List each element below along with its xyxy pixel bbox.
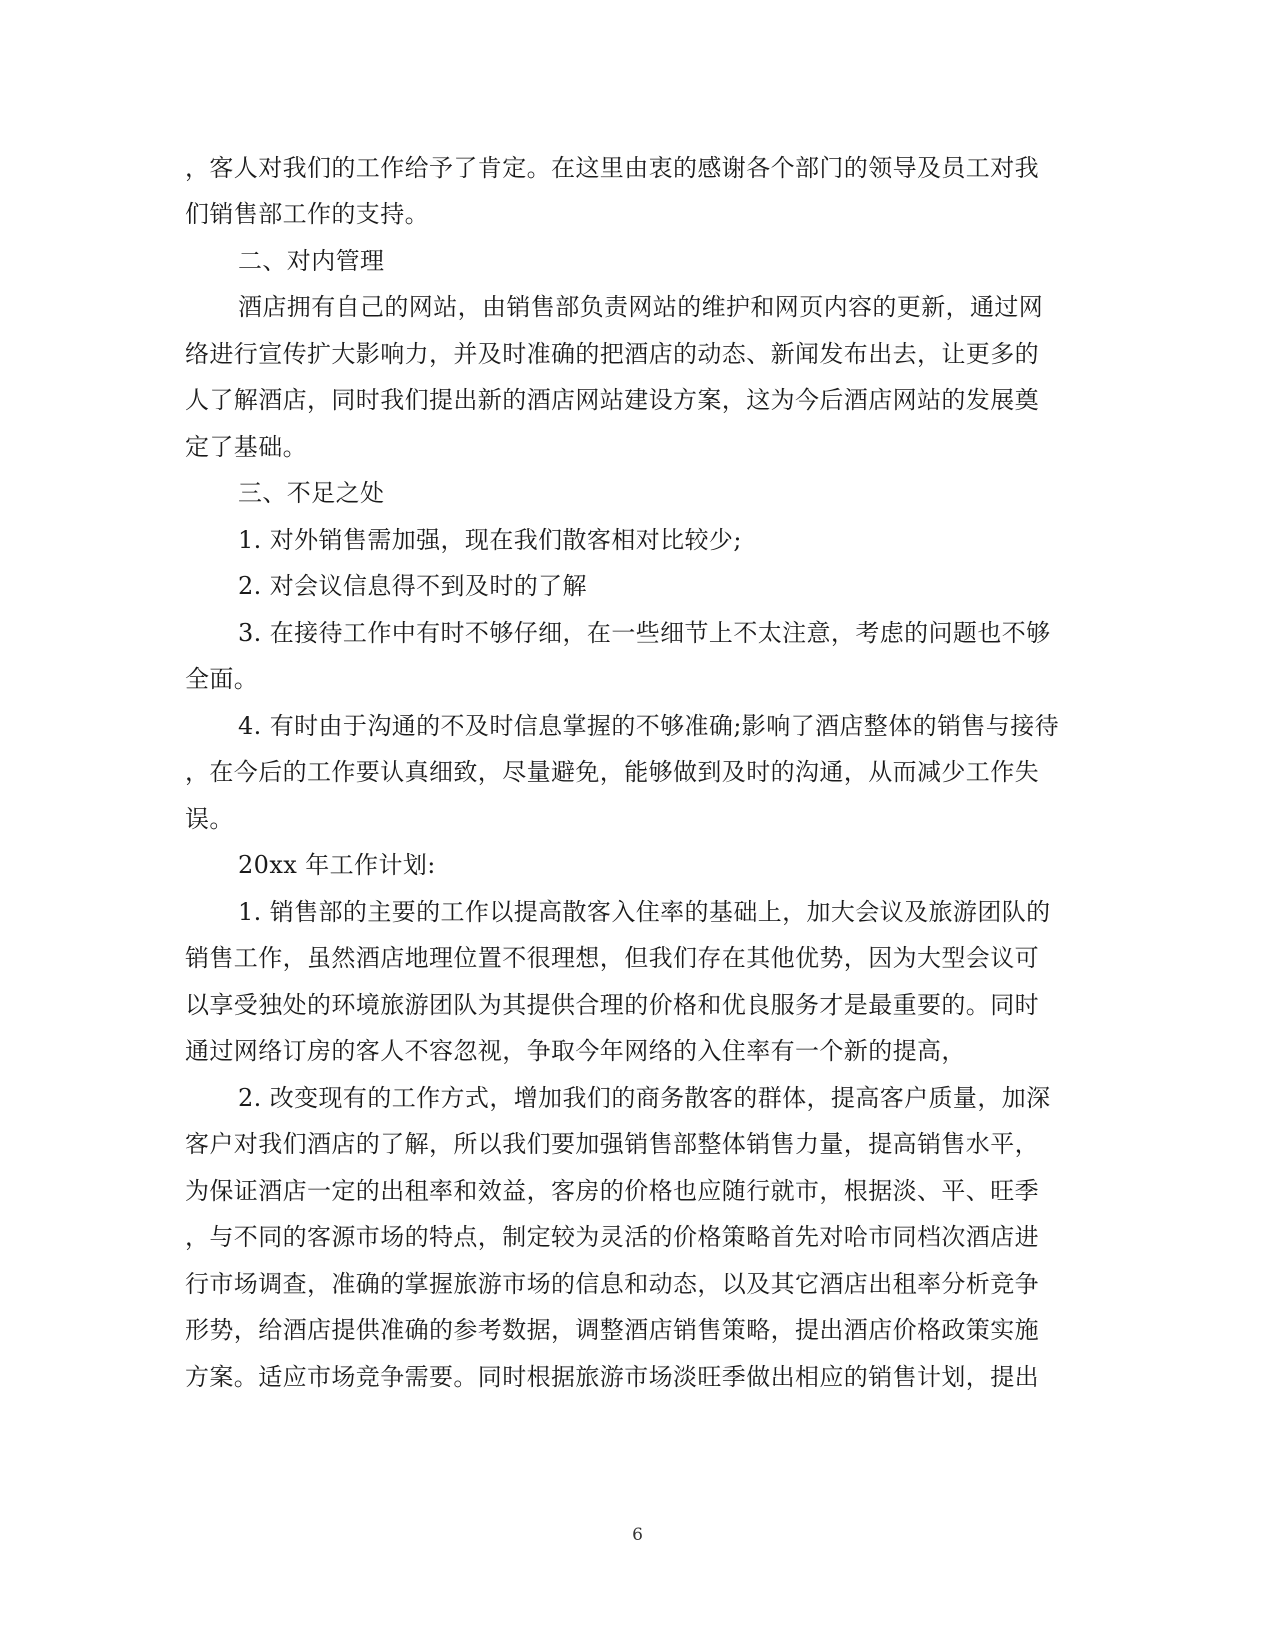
text-line: 为保证酒店一定的出租率和效益，客房的价格也应随行就市，根据淡、平、旺季 [185, 1177, 1039, 1205]
section-heading: 三、不足之处 [238, 479, 385, 507]
list-item: 4. 有时由于沟通的不及时信息掌握的不够准确;影响了酒店整体的销售与接待 [238, 712, 1060, 740]
list-item: 1. 对外销售需加强，现在我们散客相对比较少; [238, 526, 742, 554]
section-heading: 20xx 年工作计划: [238, 851, 436, 879]
text-line: 定了基础。 [185, 433, 307, 461]
text-line: 全面。 [185, 665, 259, 693]
list-item: 2. 改变现有的工作方式，增加我们的商务散客的群体，提高客户质量，加深 [238, 1084, 1051, 1112]
list-item: 3. 在接待工作中有时不够仔细，在一些细节上不太注意，考虑的问题也不够 [238, 619, 1051, 647]
text-line: 客户对我们酒店的了解，所以我们要加强销售部整体销售力量，提高销售水平， [185, 1130, 1039, 1158]
text-line: 酒店拥有自己的网站，由销售部负责网站的维护和网页内容的更新，通过网 [238, 293, 1044, 321]
text-line: 们销售部工作的支持。 [185, 200, 429, 228]
text-line: 方案。适应市场竞争需要。同时根据旅游市场淡旺季做出相应的销售计划，提出 [185, 1363, 1039, 1391]
section-heading: 二、对内管理 [238, 247, 385, 275]
text-line: 人了解酒店，同时我们提出新的酒店网站建设方案，这为今后酒店网站的发展奠 [185, 386, 1039, 414]
text-line: 销售工作，虽然酒店地理位置不很理想，但我们存在其他优势，因为大型会议可 [185, 944, 1039, 972]
page-number: 6 [632, 1525, 643, 1545]
text-line: 络进行宣传扩大影响力，并及时准确的把酒店的动态、新闻发布出去，让更多的 [185, 340, 1039, 368]
list-item: 2. 对会议信息得不到及时的了解 [238, 572, 587, 600]
text-line: ，客人对我们的工作给予了肯定。在这里由衷的感谢各个部门的领导及员工对我 [185, 154, 1039, 182]
text-line: 通过网络订房的客人不容忽视，争取今年网络的入住率有一个新的提高， [185, 1037, 966, 1065]
text-line: ，在今后的工作要认真细致，尽量避免，能够做到及时的沟通，从而减少工作失 [185, 758, 1039, 786]
text-line: 以享受独处的环境旅游团队为其提供合理的价格和优良服务才是最重要的。同时 [185, 991, 1039, 1019]
text-line: 行市场调查，准确的掌握旅游市场的信息和动态，以及其它酒店出租率分析竞争 [185, 1270, 1039, 1298]
text-line: 误。 [185, 805, 234, 833]
text-line: 形势，给酒店提供准确的参考数据，调整酒店销售策略，提出酒店价格政策实施 [185, 1316, 1039, 1344]
text-line: ，与不同的客源市场的特点，制定较为灵活的价格策略首先对哈市同档次酒店进 [185, 1223, 1039, 1251]
list-item: 1. 销售部的主要的工作以提高散客入住率的基础上，加大会议及旅游团队的 [238, 898, 1051, 926]
